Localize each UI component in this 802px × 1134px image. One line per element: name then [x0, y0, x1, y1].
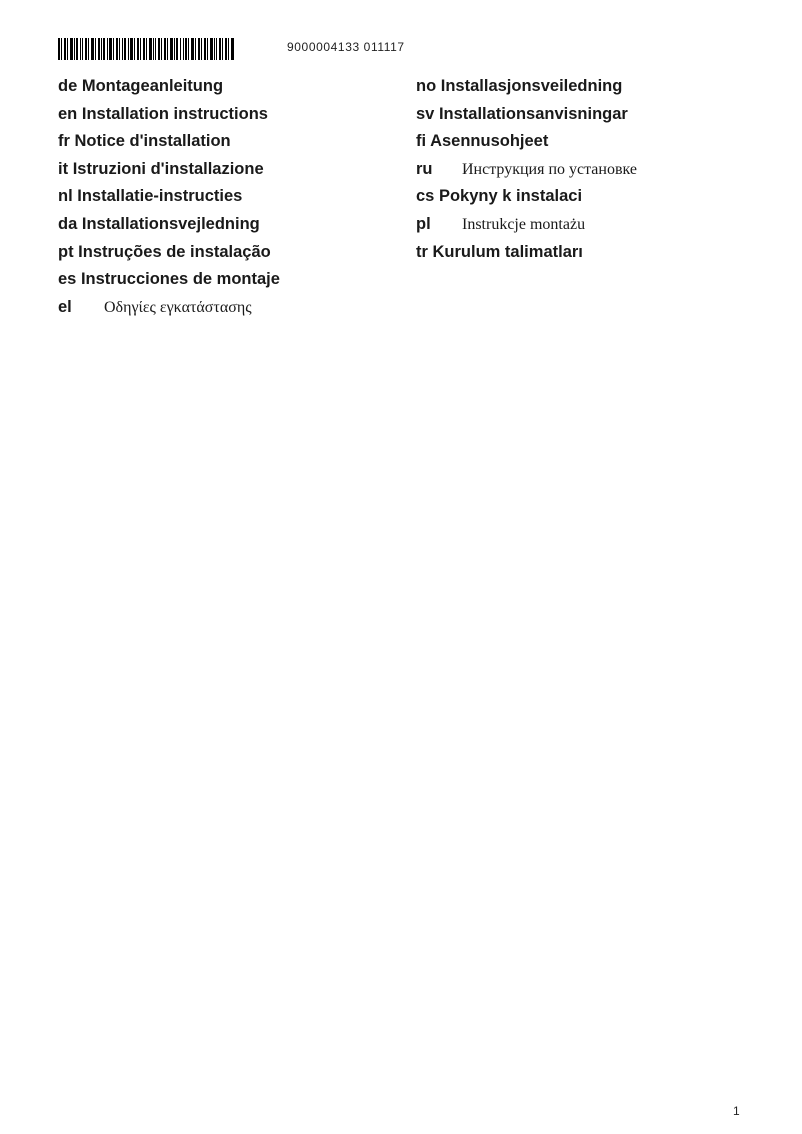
- language-item-pt: [58, 242, 280, 270]
- language-item-no: [416, 76, 637, 104]
- language-item-fr: [58, 131, 280, 159]
- language-title: Installationsvejledning: [81, 214, 260, 233]
- language-title: Instruções de instalação: [78, 242, 271, 261]
- document-number: 9000004133 011117: [287, 40, 405, 54]
- language-code: pt: [58, 242, 74, 261]
- language-item-da: [58, 214, 280, 242]
- language-code: de: [58, 77, 78, 95]
- language-item-fi: [416, 131, 637, 159]
- language-title: Installasjonsveiledning: [440, 77, 623, 95]
- language-title: Kurulum talimatları: [432, 242, 583, 261]
- language-code: sv: [416, 104, 435, 123]
- language-title: Notice d'installation: [74, 132, 231, 151]
- language-code: it: [58, 159, 69, 178]
- language-code: ru: [416, 159, 433, 178]
- language-code: nl: [58, 187, 73, 206]
- language-code: cs: [416, 187, 435, 206]
- language-item-es: [58, 269, 280, 297]
- language-item-ru: [416, 159, 637, 187]
- language-title: Installationsanvisningar: [438, 104, 628, 123]
- language-item-nl: [58, 186, 280, 214]
- language-item-pl: [416, 214, 637, 242]
- language-title: Montageanleitung: [81, 77, 224, 95]
- language-item-it: [58, 159, 280, 187]
- language-code: fi: [416, 132, 427, 151]
- language-code: pl: [416, 214, 431, 233]
- language-title: Instrucciones de montaje: [80, 270, 280, 289]
- language-list-right: [416, 76, 637, 269]
- language-item-tr: [416, 242, 637, 270]
- language-code: es: [58, 270, 77, 289]
- language-item-de: [58, 76, 280, 104]
- language-item-el: [58, 297, 280, 325]
- language-item-cs: [416, 186, 637, 214]
- language-item-sv: [416, 104, 637, 132]
- language-title: Asennusohjeet: [430, 132, 549, 151]
- language-title: Installation instructions: [81, 104, 268, 123]
- language-title: Instrukcje montażu: [462, 215, 586, 233]
- language-code: no: [416, 77, 437, 95]
- language-item-en: [58, 104, 280, 132]
- language-title: Pokyny k instalaci: [438, 187, 583, 206]
- language-code: da: [58, 214, 78, 233]
- language-code: fr: [58, 132, 70, 151]
- language-code: el: [58, 297, 72, 316]
- language-code: tr: [416, 242, 428, 261]
- language-list-left: [58, 76, 280, 324]
- language-title: Istruzioni d'installazione: [72, 159, 264, 178]
- language-code: en: [58, 104, 78, 123]
- barcode-icon: [58, 38, 234, 60]
- language-title: Инструкция по установке: [462, 160, 637, 178]
- page-number: 1: [733, 1104, 740, 1118]
- language-title: Οδηγίες εγκατάστασης: [104, 298, 252, 316]
- language-title: Installatie-instructies: [77, 187, 243, 206]
